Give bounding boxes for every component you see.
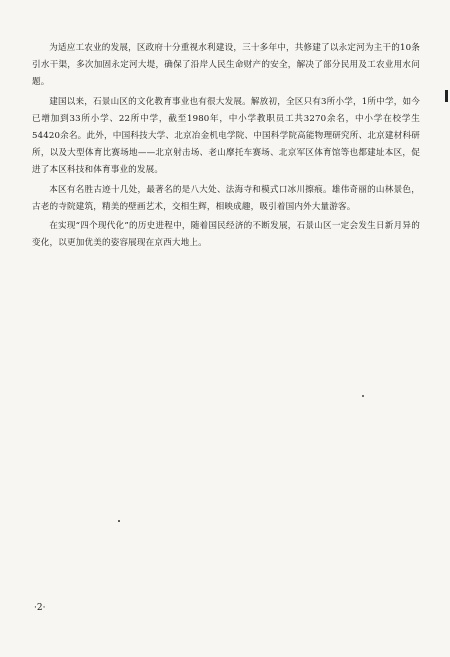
- scan-speck: [362, 395, 364, 397]
- scan-edge-mark: [445, 90, 448, 102]
- scan-speck: [118, 520, 120, 522]
- paragraph-scenic-sites: 本区有名胜古迹十几处，最著名的是八大处、法海寺和模式口冰川擦痕。雄伟奇丽的山林景色，古老的寺院建筑，精美的壁画艺术，交相生辉，相映成趣，吸引着国内外大量游客。: [32, 184, 420, 212]
- paragraph-water-conservancy: 为适应工农业的发展，区政府十分重视水利建设，三十多年中，共修建了以永定河为主干的10条引水干渠，多次加固永定河大堤，确保了沿岸人民生命财产的安全，解决了部分民用及工农业用水问题。: [32, 43, 420, 88]
- body-text: [32, 40, 420, 254]
- page-number: ·2·: [34, 603, 46, 613]
- paragraph-modernization: 在实现“四个现代化”的历史进程中，随着国民经济的不断发展，石景山区一定会发生日新月异的变化，以更加优美的姿容展现在京西大地上。: [32, 221, 420, 249]
- paragraph-culture-education: 建国以来，石景山区的文化教育事业也有很大发展。解放初，全区只有3所小学，1所中学，如今已增加到33所小学、22所中学，截至1980年，中小学教职员工共3270余名，中小学在校学生54420余名。此外，中国科技大学、北京冶金机电学院、中国科学院高能物理研究所、北京建材科研所，以及大型体育比赛场地——北京射击场、老山摩托车赛场、北京军区体育馆等也都建址本区，促进了本区科技和体育事业的发展。: [32, 96, 420, 176]
